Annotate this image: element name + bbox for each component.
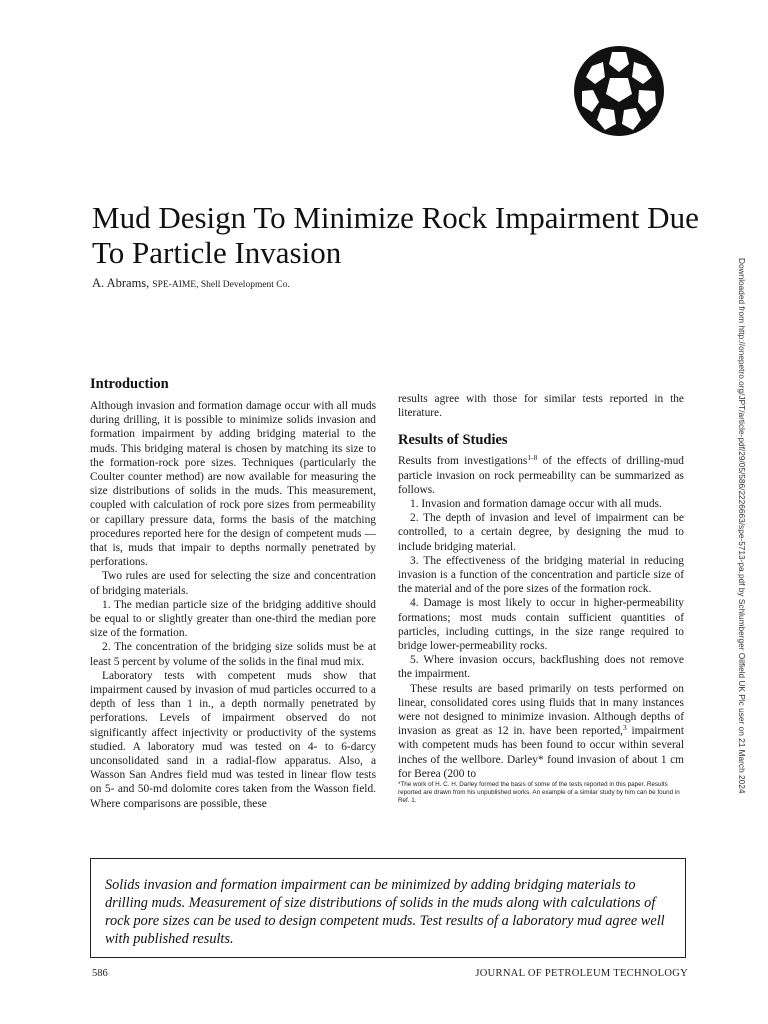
intro-paragraph: Laboratory tests with competent muds show that impairment caused by invasion of mud particles occurred to a depth of less than 1 in., a depth normally penetrated by perforations. Levels of impairment observed do not significantly affect injectivity or productivity of the systems studied. A laboratory mud was tested on 4- to 6-darcy unconsolidated sand in a radial-flow apparatus. Also, a Wasson San Andres field mud was tested in linear flow tests on 5- and 50-md dolomite cores taken from the Wasson field. Where comparisons are possible, these — [90, 669, 376, 810]
results-heading: Results of Studies — [398, 432, 508, 449]
intro-rule-item: 2. The concentration of the bridging size solids must be at least 5 percent by volume of the solids in the final mud mix. — [90, 641, 376, 668]
results-item: 2. The depth of invasion and level of impairment can be controlled, to a certain degree, by designing the mud to include bridging material. — [398, 512, 684, 553]
page-number: 586 — [92, 968, 108, 979]
results-closing-text: These results are based primarily on tests performed on linear, consolidated cores using fluids that in many instances were not designed to minimize invasion. Although depths of invasion as great as 12 in. have been reported, — [398, 682, 684, 738]
article-title: Mud Design To Minimize Rock Impairment Due To Particle Invasion — [92, 200, 699, 270]
intro-rule-item: 1. The median particle size of the bridging additive should be equal to or slightly greater than one-third the median pore size of the formation. — [90, 598, 376, 640]
results-intro-text: of the effects of drilling-mud particle invasion on rock permeability can be summarized as follows. — [398, 455, 684, 496]
reference-superscript: 1-8 — [527, 453, 538, 463]
reference-superscript: 3 — [623, 723, 627, 733]
results-item: 5. Where invasion occurs, backflushing does not remove the impairment. — [398, 654, 684, 681]
results-item: 4. Damage is most likely to occur in higher-permeability formations; most muds contain sufficient quantities of particles, including cuttings, in the size range required to bridge lower-permeability rocks. — [398, 597, 684, 653]
abstract-box — [90, 858, 686, 958]
soccer-ball-icon — [572, 44, 666, 138]
intro-paragraph: Two rules are used for selecting the size and concentration of bridging materials. — [90, 570, 376, 597]
results-closing-text: impairment with competent muds has been found to occur within several inches of the wellbore. Darley* found invasion of about 1 cm for Berea (200 to — [398, 725, 684, 780]
results-closing — [398, 682, 684, 781]
journal-name: JOURNAL OF PETROLEUM TECHNOLOGY — [475, 968, 688, 979]
results-item: 3. The effectiveness of the bridging material in reducing invasion is a function of the concentration and particle size of the material and of the pore sizes of the formation rock. — [398, 554, 684, 596]
download-watermark: Downloaded from http://onepetro.org/JPT/article-pdf/29/05/586/2226663/spe-5713-pa.pdf by Schlumberger Oilfield UK Plc user on 21 March 2024 — [737, 258, 747, 794]
intro-continuation: results agree with those for similar tests reported in the literature. — [398, 393, 684, 420]
author-affiliation: SPE-AIME, Shell Development Co. — [152, 280, 290, 290]
byline — [92, 276, 290, 291]
footnote: *The work of H. C. H. Darley formed the basis of some of the tests reported in this paper. Results reported are drawn from his unpublished works. An example of a similar study by him can be found in Ref. 1. — [398, 781, 680, 805]
right-column — [398, 392, 684, 805]
results-item: 1. Invasion and formation damage occur with all muds. — [410, 498, 662, 511]
abstract-text: Solids invasion and formation impairment can be minimized by adding bridging materials to drilling muds. Measurement of size distributions of solids in the muds along with calculations of rock pore sizes can be used to design competent muds. Test results of a laboratory mud agree well with published results. — [105, 877, 665, 947]
introduction-heading: Introduction — [90, 376, 169, 392]
results-intro-text: Results from investigations — [398, 455, 528, 468]
author-name: A. Abrams, — [92, 276, 150, 290]
left-column — [90, 376, 376, 811]
results-intro — [398, 454, 684, 497]
intro-paragraph: Although invasion and formation damage occur with all muds during drilling, it is possible to minimize solids invasion and formation impairment by adding bridging material to the muds. This bridging materal is chosen by matching its size to the formation-rock pore sizes. Techniques (particularly the Coulter counter method) are now available for measuring the size distributions of solids in the muds. This measurement, coupled with calculation of rock pore sizes from permeability or capillary pressure data, forms the basis of the matching procedures reported here for the design of competent muds — that is, muds that impair to depths normally penetrated by perforations. — [90, 400, 376, 569]
